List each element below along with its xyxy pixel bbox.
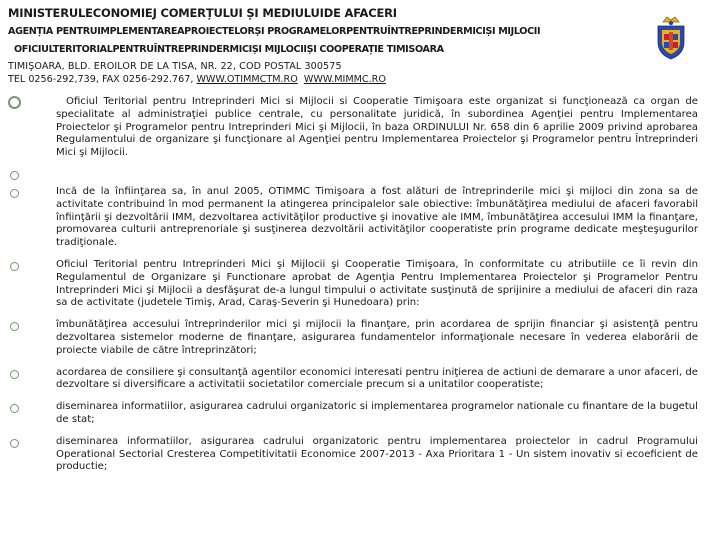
bullet-icon — [10, 171, 19, 180]
office-title: OFICIULTERITORIALPENTRUÎNTREPRINDERMICIȘI MIJLOCIIȘI COOPERAȚIE TIMISOARA — [14, 44, 444, 55]
document-body — [8, 96, 698, 474]
list-item — [8, 367, 698, 393]
phone-fax: TEL 0256-292,739, FAX 0256-292.767, — [8, 74, 197, 85]
paragraph: Oficiul Teritorial pentru Intreprinderi Mici şi Mijlocii şi Cooperatie Timişoara, în conformitate cu atributiile ce îi revin din Regulamentul de Organizare şi Functionare aprobat de Agenţia Pentru Implementarea Proiectelor şi Programelor Pentru Intreprinderi Mici şi Mijlocii a desfăşurat de-a lungul timpului o activitate susţinută de sprijinire a mediului de afaceri din raza sa de activitate (judetele Timiş, Arad, Caraş-Severin şi Hunedoara) prin: — [56, 258, 698, 309]
paragraph: diseminarea informatiilor, asigurarea cadrului organizatoric pentru implementarea proiectelor in cadrul Programului Operational Sectorial Cresterea Competitivitatii Economice 2007-2013 - Axa Prioritara 1 - Un sistem inovativ si ecoeficient de productie; — [56, 435, 698, 473]
paragraph: îmbunătăţirea accesului întreprinderilor mici şi mijlocii la finanţare, prin acordarea de sprijin financiar şi asistenţă pentru dezvoltarea sistemelor moderne de finanţare, asigurarea fundamentelor informaţionale necesare în vederea elaborării de proiecte viabile de către întreprinzători; — [56, 319, 698, 356]
agency-title: AGENȚIA PENTRUIMPLEMENTAREAPROIECTELORȘI PROGRAMELORPENTRUÎNTREPRINDERMICIȘI MIJLOCII — [8, 26, 541, 37]
list-item — [8, 319, 698, 357]
list-item — [8, 186, 698, 250]
list-item-intro — [8, 96, 698, 160]
bullet-icon — [10, 370, 19, 379]
bullet-icon — [10, 322, 19, 331]
bullet-icon — [10, 439, 19, 448]
list-item — [8, 259, 698, 310]
paragraph: acordarea de consiliere şi consultanţă agentilor economici interesati pentru iniţierea de actiuni de demarare a unor afaceri, de dezvoltare si diversificare a activitatii societatilor comerciale precum si a unitatilor cooperatiste; — [56, 366, 698, 391]
contact-line — [8, 74, 648, 85]
otimmc-link[interactable]: WWW.OTIMMCTM.RO — [196, 74, 298, 85]
coat-of-arms-icon — [654, 14, 688, 60]
bullet-icon — [8, 96, 21, 109]
bullet-icon — [10, 262, 19, 271]
ministry-title: MINISTERULECONOMIEJ COMERȚULUI ȘI MEDIULUIDE AFACERI — [8, 6, 397, 20]
address-line: TIMIŞOARA, BLD. EROILOR DE LA TISA, NR. 22, COD POSTAL 300575 — [8, 61, 342, 72]
paragraph: diseminarea informatiilor, asigurarea cadrului organizatoric si implementarea programelor nationale cu finantare de la bugetul de stat; — [56, 401, 698, 425]
list-item — [8, 401, 698, 427]
list-item-empty — [8, 168, 698, 180]
bullet-icon — [10, 404, 19, 413]
paragraph: Oficiul Teritorial pentru Intreprinderi Mici si Mijlocii si Cooperatie Timişoara este organizat si funcţionează ca organ de specialitate al administraţiei publice centrale, cu personalitate juridică, în subordinea Agenţiei pentru Implementarea Proiectelor şi Programelor pentru Intreprinderi Mici şi Mijlocii, în baza ORDINULUI Nr. 658 din 6 aprilie 2009 privind aprobarea Regulamentului de organizare şi funcţionare al Agenţiei pentru Implementarea Proiectelor şi Programelor pentru Întreprinderi Mici şi Mijlocii. — [56, 96, 698, 159]
mimmc-link[interactable]: WWW.MIMMC.RO — [303, 74, 386, 85]
bullet-icon — [10, 189, 19, 198]
letterhead — [8, 6, 648, 85]
list-item — [8, 436, 698, 474]
paragraph: Incă de la înfiinţarea sa, în anul 2005, OTIMMC Timişoara a fost alături de întreprinderile mici şi mijloci din zona sa de activitate contribuind în mod permanent la atingerea principalelor sale obiective: îmbunătăţirea mediului de afaceri favorabil înfiinţării şi dezvoltării IMM, dezvoltarea activităţilor productive şi inovative ale IMM, îmbunătăţirea accesului IMM la finanţare, promovarea culturii antreprenoriale şi susţinerea dezvoltării activităţilor cooperatiste prin programe dedicate meşteşugurilor tradiţionale. — [56, 185, 698, 249]
